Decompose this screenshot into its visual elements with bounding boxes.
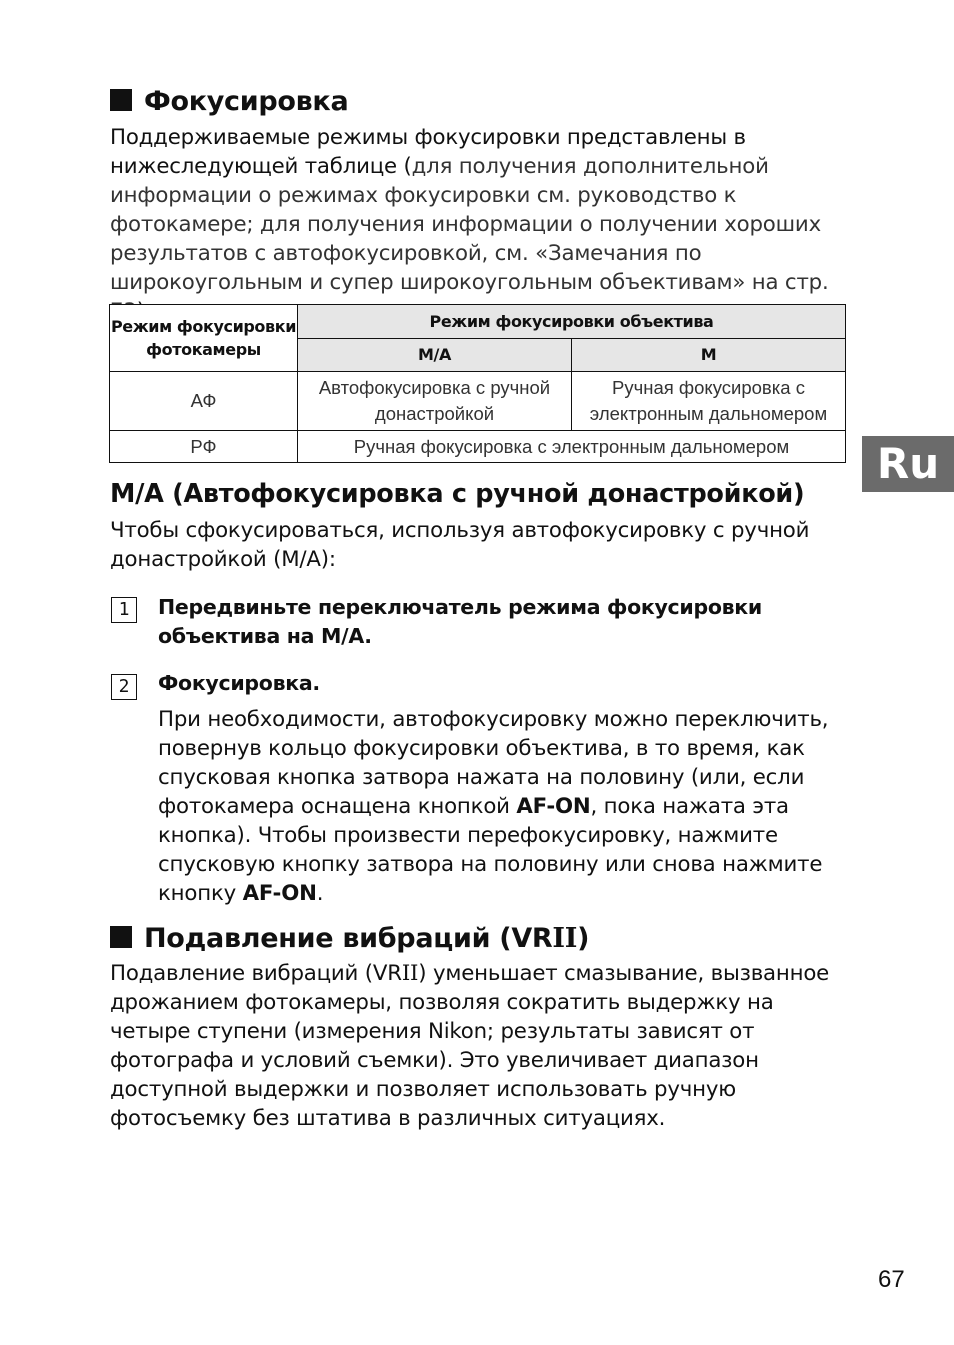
step-2-body <box>158 705 848 908</box>
table-row <box>110 431 846 463</box>
vr-section-heading <box>110 923 589 954</box>
step-2-text: Фокусировка. <box>158 671 320 695</box>
af-on-button-label: AF-ON <box>516 794 591 819</box>
step-1-text: Передвиньте переключатель режима фокусировки объектива на M/A. <box>158 595 762 648</box>
m-column-header: M <box>572 338 846 372</box>
step-2-body-part: , пока нажата эта кнопка). Чтобы произвести перефокусировку, нажмите спусковую кнопку затвора на половину или снова нажмите кнопку <box>158 794 823 906</box>
vr-body-rest: ) уменьшает смазывание, вызванное дрожанием фотокамеры, позволяя сократить выдержку на четыре ступени (измерения Nikon; результаты зависят от фотографа и условий съемки). Это увеличивает диапазон доступной выдержки и позволяет использовать ручную фотосъемку без штатива в различных ситуациях. <box>110 961 830 1131</box>
table-header-row <box>110 305 846 339</box>
merged-mode-cell: Ручная фокусировка с электронным дальномером <box>298 431 846 463</box>
ma-column-header: M/A <box>298 338 572 372</box>
ma-section-heading: M/A (Автофокусировка с ручной донастройкой) <box>110 479 805 509</box>
focus-intro-main: Поддерживаемые режимы фокусировки представлены в нижеследующей таблице ( <box>110 125 746 179</box>
table-row <box>110 372 846 431</box>
step-2-body-end: . <box>316 881 324 906</box>
vr-title-roman: II <box>552 923 578 954</box>
camera-mode-header: Режим фокусировки фотокамеры <box>110 305 298 372</box>
focus-section-title: Фокусировка <box>144 86 349 117</box>
square-bullet-icon <box>110 926 132 948</box>
focus-mode-table <box>109 304 846 463</box>
page-number: 67 <box>878 1266 905 1293</box>
vr-body-roman: II <box>401 961 419 986</box>
focus-intro-paragraph <box>110 123 848 326</box>
lens-mode-header: Режим фокусировки объектива <box>298 305 846 339</box>
language-tab: Ru <box>862 436 954 492</box>
af-on-button-label: AF-ON <box>242 881 317 906</box>
step-2-body-part: При необходимости, автофокусировку можно переключить, повернув кольцо фокусировки объектива, в то время, как спусковая кнопка затвора нажата на половину (или, если фотокамера оснащена кнопкой <box>158 707 829 819</box>
focus-section-heading <box>110 86 348 117</box>
camera-mode-cell: АФ <box>110 372 298 431</box>
square-bullet-icon <box>110 89 132 111</box>
step-number-badge: 2 <box>111 674 137 700</box>
m-cell: Ручная фокусировка с электронным дальномером <box>572 372 846 431</box>
vr-title-prefix: Подавление вибраций (VR <box>144 923 553 954</box>
vr-paragraph <box>110 959 848 1133</box>
camera-mode-cell: РФ <box>110 431 298 463</box>
vr-title-suffix: ) <box>577 923 590 954</box>
step-number-badge: 1 <box>111 597 137 623</box>
vr-body-prefix: Подавление вибраций (VR <box>110 961 402 986</box>
focus-intro-note: для получения дополнительной информации о режимах фокусировки см. руководство к фотокамере; для получения информации о получении хороших результатов с автофокусировкой, см. «Замечания по широкоугольным и супер широкоугольным объективам» на стр. <box>110 154 829 295</box>
ma-intro-paragraph: Чтобы сфокусироваться, используя автофокусировку с ручной донастройкой (M/A): <box>110 518 810 572</box>
ma-cell: Автофокусировка с ручной донастройкой <box>298 372 572 431</box>
